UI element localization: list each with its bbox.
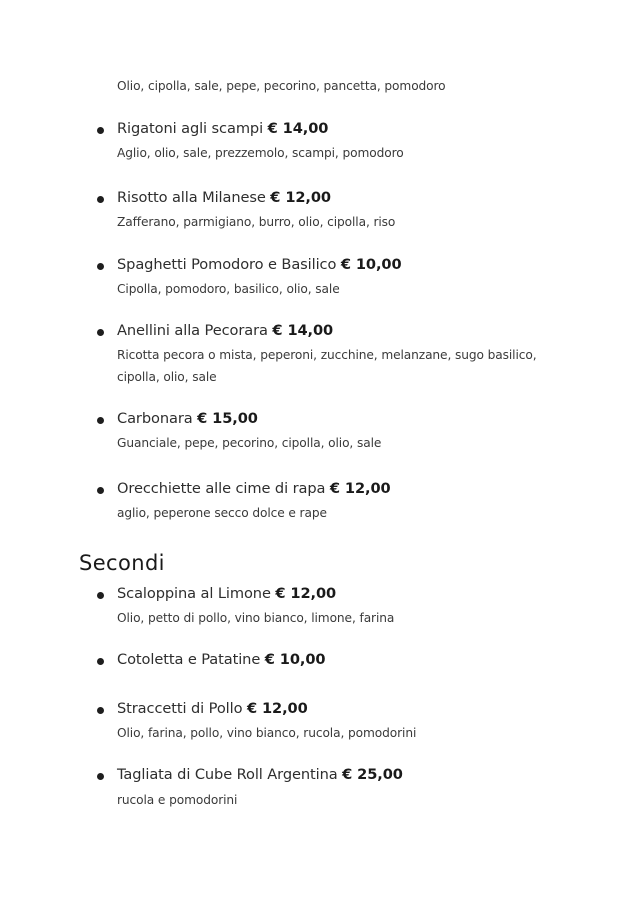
item-title xyxy=(117,651,325,668)
bullet-icon xyxy=(97,127,104,134)
item-description: Cipolla, pomodoro, basilico, olio, sale xyxy=(117,282,340,296)
item-title xyxy=(117,322,333,339)
previous-item-description: Olio, cipolla, sale, pepe, pecorino, pancetta, pomodoro xyxy=(117,79,446,93)
bullet-icon xyxy=(97,592,104,599)
item-title xyxy=(117,766,403,783)
item-title xyxy=(117,700,308,717)
bullet-icon xyxy=(97,707,104,714)
item-title xyxy=(117,189,331,206)
item-description-continued: cipolla, olio, sale xyxy=(117,370,217,384)
item-name: Cotoletta e Patatine xyxy=(117,651,261,668)
item-name: Spaghetti Pomodoro e Basilico xyxy=(117,256,337,273)
item-price: € 14,00 xyxy=(272,322,334,339)
item-price: € 25,00 xyxy=(342,766,403,783)
section-heading-secondi: Secondi xyxy=(79,551,165,575)
item-price: € 15,00 xyxy=(197,410,258,427)
item-name: Risotto alla Milanese xyxy=(117,189,266,206)
bullet-icon xyxy=(97,329,104,336)
item-title xyxy=(117,585,336,602)
item-name: Tagliata di Cube Roll Argentina xyxy=(117,766,338,783)
item-description: Zafferano, parmigiano, burro, olio, cipolla, riso xyxy=(117,215,396,229)
bullet-icon xyxy=(97,417,104,424)
item-description: Guanciale, pepe, pecorino, cipolla, olio, sale xyxy=(117,436,382,450)
bullet-icon xyxy=(97,196,104,203)
item-description: Aglio, olio, sale, prezzemolo, scampi, pomodoro xyxy=(117,146,404,160)
item-name: Orecchiette alle cime di rapa xyxy=(117,480,326,497)
item-description: aglio, peperone secco dolce e rape xyxy=(117,506,327,520)
item-description: Olio, farina, pollo, vino bianco, rucola, pomodorini xyxy=(117,726,417,740)
item-description: Olio, petto di pollo, vino bianco, limone, farina xyxy=(117,611,395,625)
item-description: Ricotta pecora o mista, peperoni, zucchine, melanzane, sugo basilico, xyxy=(117,348,537,362)
item-description: rucola e pomodorini xyxy=(117,793,238,807)
item-price: € 10,00 xyxy=(340,256,402,273)
item-name: Anellini alla Pecorara xyxy=(117,322,268,339)
item-name: Straccetti di Pollo xyxy=(117,700,243,717)
item-price: € 12,00 xyxy=(246,700,308,717)
item-price: € 10,00 xyxy=(264,651,326,668)
bullet-icon xyxy=(97,263,104,270)
item-title xyxy=(117,410,258,427)
bullet-icon xyxy=(97,487,104,494)
item-name: Scaloppina al Limone xyxy=(117,585,271,602)
item-name: Carbonara xyxy=(117,410,193,427)
item-price: € 12,00 xyxy=(270,189,331,206)
item-price: € 12,00 xyxy=(275,585,337,602)
item-title xyxy=(117,256,402,273)
item-title xyxy=(117,480,391,497)
item-price: € 14,00 xyxy=(267,120,329,137)
item-price: € 12,00 xyxy=(329,480,391,497)
bullet-icon xyxy=(97,658,104,665)
item-name: Rigatoni agli scampi xyxy=(117,120,264,137)
item-title xyxy=(117,120,328,137)
bullet-icon xyxy=(97,773,104,780)
